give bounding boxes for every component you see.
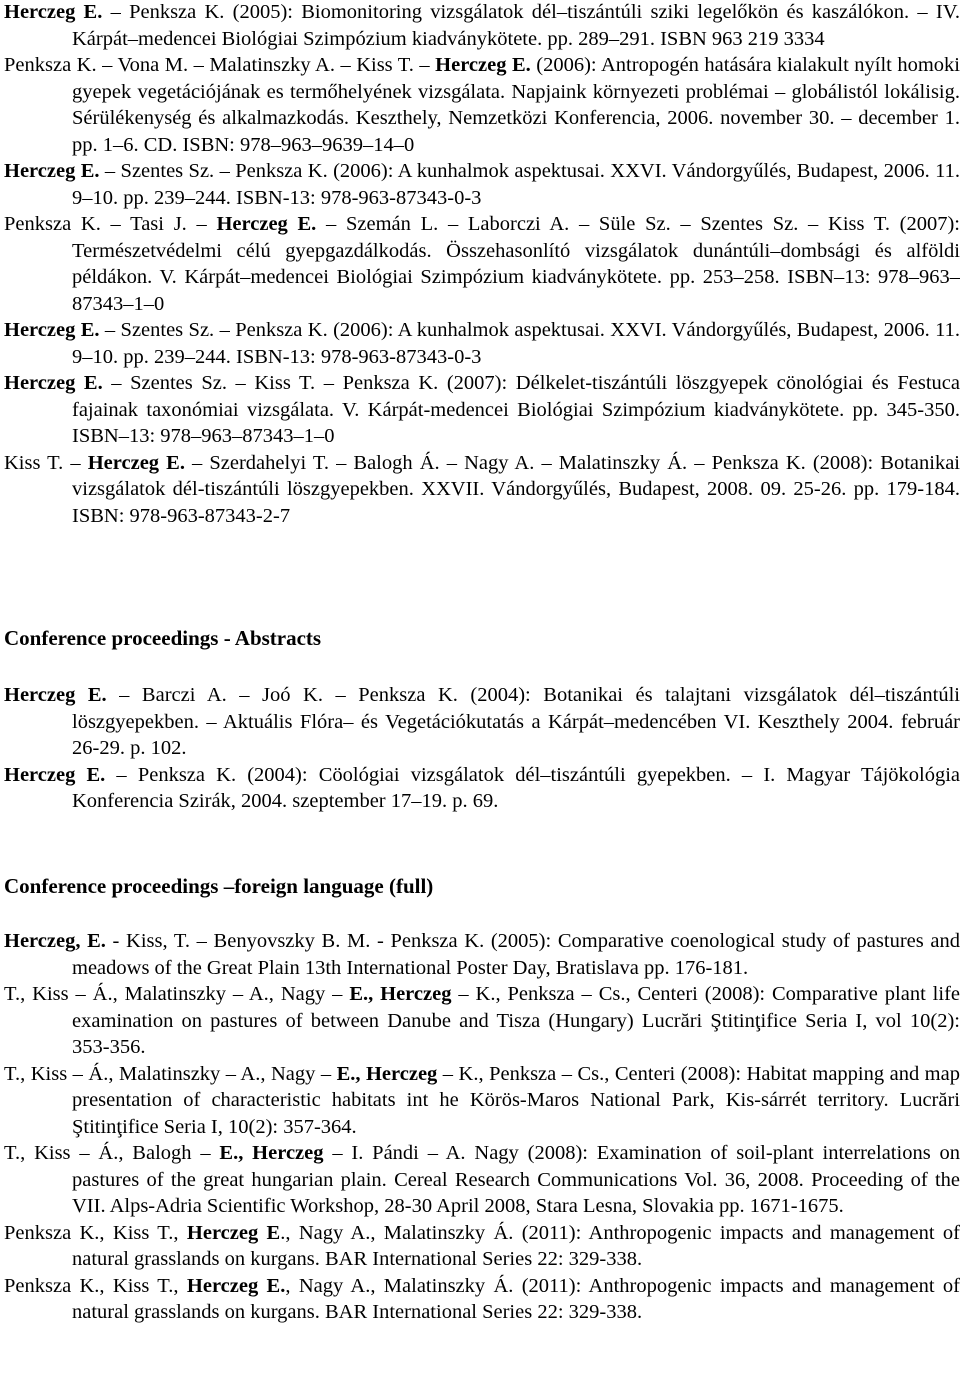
section-heading-abstracts: Conference proceedings - Abstracts: [4, 626, 322, 650]
reference-entry: [0, 0, 960, 52]
reference-text: – K., Penksza – Cs., Centeri (2008): Comparative plant life examination on pastures of between Danube and Tisza (Hungary) Lucrări Ştitinţifice Seria I, vol 10(2): 353-356.: [72, 983, 960, 1058]
reference-text: T., Kiss – Á., Balogh –: [4, 1142, 220, 1164]
highlighted-author: Herczeg E: [186, 1221, 281, 1244]
highlighted-author: Herczeg E.: [4, 160, 100, 182]
reference-text: – Szentes Sz. – Kiss T. – Penksza K. (2007): Délkelet-tiszántúli löszgyepek cönológiai és Festuca fajainak taxonómiai vizsgálata. V. Kárpát-medencei Biológiai Szimpózium kiadványkötete. pp. 345-350. ISBN–13: 978–963–87343–1–0: [72, 372, 960, 447]
reference-text: – K., Penksza – Cs., Centeri (2008): Habitat mapping and map presentation of characteristic habitats int he Körös-Maros National Park, Kis-sárrét territory. Lucrări Ştitinţifice Seria I, 10(2): 357-364.: [72, 1062, 960, 1138]
highlighted-author: Herczeg E.: [186, 1274, 286, 1297]
reference-entry: [0, 450, 960, 530]
reference-text: Penksza K. – Tasi J. –: [4, 213, 217, 235]
publication-list-foreign: [0, 928, 960, 1326]
reference-text: T., Kiss – Á., Malatinszky – A., Nagy –: [4, 1062, 337, 1085]
publication-list-abstracts: [0, 682, 960, 815]
reference-text: Kiss T. –: [4, 451, 88, 474]
reference-text: Penksza K. – Vona M. – Malatinszky A. – Kiss T. –: [4, 54, 436, 76]
highlighted-author: Herczeg E.: [87, 451, 185, 474]
highlighted-author: Herczeg E.: [4, 684, 107, 706]
reference-entry: [0, 1273, 960, 1326]
highlighted-author: Herczeg, E.: [4, 930, 106, 952]
publication-list-full: [0, 0, 960, 529]
reference-text: – Szentes Sz. – Penksza K. (2006): A kunhalmok aspektusai. XXVI. Vándorgyűlés, Budapest, 2006. 11. 9–10. pp. 239–244. ISBN-13: 978-963-87343-0-3: [72, 319, 960, 368]
reference-text: – Penksza K. (2005): Biomonitoring vizsgálatok dél–tiszántúli sziki legelőkön és kaszálókon. – IV. Kárpát–medencei Biológiai Szimpózium kiadványkötete. pp. 289–291. ISBN 963 219 3334: [72, 1, 960, 50]
reference-entry: [0, 1061, 960, 1141]
reference-entry: [0, 928, 960, 981]
reference-text: – Szentes Sz. – Penksza K. (2006): A kunhalmok aspektusai. XXVI. Vándorgyűlés, Budapest, 2006. 11. 9–10. pp. 239–244. ISBN-13: 978-963-87343-0-3: [72, 160, 960, 209]
reference-text: – Szemán L. – Laborczi A. – Süle Sz. – Szentes Sz. – Kiss T. (2007): Természetvédelmi célú gyepgazdálkodás. Összehasonlító vizsgálatok dunántúli–dombsági és alföldi példákon. V. Kárpát–medencei Biológiai Szimpózium kiadványkötete. pp. 253–258. ISBN–13: 978–963–87343–1–0: [72, 213, 960, 315]
reference-text: .: [280, 1221, 286, 1244]
reference-entry: [0, 1220, 960, 1273]
reference-text: , Nagy A., Malatinszky Á. (2011): Anthropogenic impacts and management of natural grasslands on kurgans. BAR International Series 22: 329-338.: [72, 1221, 960, 1270]
reference-text: – Szerdahelyi T. – Balogh Á. – Nagy A. – Malatinszky Á. – Penksza K. (2008): Botanikai vizsgálatok dél-tiszántúli löszgyepekben. XXVII. Vándorgyűlés, Budapest, 2008. 09. 25-26. pp. 179-184. ISBN: 978-963-87343-2-7: [72, 451, 960, 527]
reference-text: – Barczi A. – Joó K. – Penksza K. (2004): Botanikai és talajtani vizsgálatok dél–tiszántúli löszgyepekben. – Aktuális Flóra– és Vegetációkutatás a Kárpát–medencében VI. Keszthely 2004. február 26-29. p. 102.: [72, 684, 960, 759]
highlighted-author: E., Herczeg: [349, 983, 452, 1005]
reference-entry: [0, 317, 960, 370]
reference-entry: [0, 682, 960, 762]
reference-entry: [0, 211, 960, 317]
reference-text: T., Kiss – Á., Malatinszky – A., Nagy –: [4, 983, 350, 1005]
highlighted-author: Herczeg E.: [4, 1, 103, 23]
highlighted-author: E., Herczeg: [219, 1142, 324, 1164]
reference-text: – Penksza K. (2004): Cöológiai vizsgálatok dél–tiszántúli gyepekben. – I. Magyar Tájökológia Konferencia Szirák, 2004. szeptember 17–19. p. 69.: [72, 763, 960, 812]
reference-entry: [0, 1140, 960, 1220]
highlighted-author: Herczeg E.: [4, 763, 106, 786]
highlighted-author: E., Herczeg: [336, 1062, 438, 1085]
highlighted-author: Herczeg E.: [4, 372, 103, 394]
reference-entry: [0, 158, 960, 211]
reference-text: , Nagy A., Malatinszky Á. (2011): Anthropogenic impacts and management of natural grasslands on kurgans. BAR International Series 22: 329-338.: [72, 1274, 960, 1323]
reference-text: Penksza K., Kiss T.,: [4, 1274, 187, 1297]
reference-entry: [0, 762, 960, 815]
reference-entry: [0, 981, 960, 1061]
highlighted-author: Herczeg E.: [4, 319, 100, 341]
reference-text: Penksza K., Kiss T.,: [4, 1221, 187, 1244]
reference-text: - Kiss, T. – Benyovszky B. M. - Penksza K. (2005): Comparative coenological study of pastures and meadows of the Great Plain 13th International Poster Day, Bratislava pp. 176-181.: [72, 930, 960, 979]
reference-text: – I. Pándi – A. Nagy (2008): Examination of soil-plant interrelations on pastures of the great hungarian plain. Cereal Research Communications Vol. 36, 2008. Proceeding of the VII. Alps-Adria Scientific Workshop, 28-30 April 2008, Stara Lesna, Slovakia pp. 1671-1675.: [72, 1142, 960, 1217]
reference-entry: [0, 52, 960, 158]
highlighted-author: Herczeg E.: [216, 213, 317, 235]
reference-text: (2006): Antropogén hatására kialakult nyílt homoki gyepek vegetációjának es termőhelyének vizsgálata. Napjaink környezeti problémai – globálistól lokálisig. Sérülékenység és alkalmazkodás. Keszthely, Nemzetközi Konferencia, 2006. november 30. – december 1. pp. 1–6. CD. ISBN: 978–963–9639–14–0: [72, 54, 960, 156]
highlighted-author: Herczeg E.: [435, 54, 531, 76]
reference-entry: [0, 370, 960, 450]
section-heading-foreign-full: Conference proceedings –foreign language (full): [4, 874, 434, 898]
